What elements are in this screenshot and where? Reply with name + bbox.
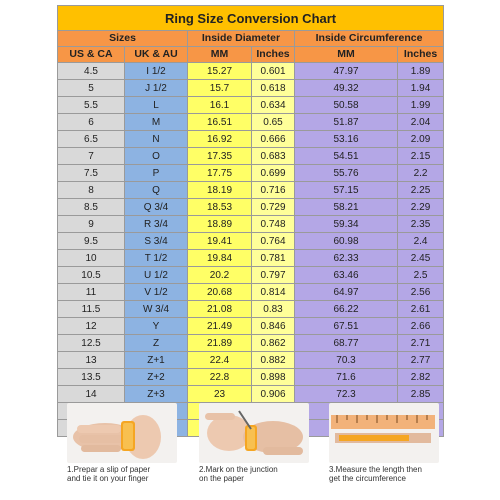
column-header-circumference-inches: Inches — [398, 47, 444, 63]
uk-au-size-cell: L — [125, 97, 188, 114]
circumference-inches-cell: 2.15 — [398, 148, 444, 165]
uk-au-size-cell: Z — [125, 335, 188, 352]
us-ca-size-cell: 13.5 — [58, 369, 125, 386]
group-header-row — [58, 31, 444, 47]
circumference-inches-cell: 2.25 — [398, 182, 444, 199]
diameter-mm-cell: 15.7 — [188, 80, 252, 97]
diameter-mm-cell: 18.89 — [188, 216, 252, 233]
diameter-mm-cell: 16.1 — [188, 97, 252, 114]
instruction-steps — [57, 403, 443, 495]
circumference-inches-cell: 2.29 — [398, 199, 444, 216]
step-3-photo — [329, 403, 439, 463]
step-3-line-2: get the circumference — [329, 474, 406, 483]
step-1 — [67, 403, 177, 483]
circumference-mm-cell: 71.6 — [295, 369, 398, 386]
diameter-mm-cell: 16.92 — [188, 131, 252, 148]
us-ca-size-cell: 10.5 — [58, 267, 125, 284]
column-header-diameter-inches: Inches — [252, 47, 295, 63]
table-row — [58, 352, 444, 369]
group-header-sizes: Sizes — [58, 31, 188, 47]
step-1-caption — [67, 465, 177, 483]
circumference-inches-cell: 2.35 — [398, 216, 444, 233]
us-ca-size-cell: 7 — [58, 148, 125, 165]
circumference-mm-cell: 53.16 — [295, 131, 398, 148]
table-row — [58, 318, 444, 335]
diameter-inches-cell: 0.699 — [252, 165, 295, 182]
group-header-inside-diameter: Inside Diameter — [188, 31, 295, 47]
uk-au-size-cell: N — [125, 131, 188, 148]
diameter-inches-cell: 0.906 — [252, 386, 295, 403]
us-ca-size-cell: 5.5 — [58, 97, 125, 114]
us-ca-size-cell: 14 — [58, 386, 125, 403]
uk-au-size-cell: Q — [125, 182, 188, 199]
circumference-inches-cell: 2.77 — [398, 352, 444, 369]
circumference-inches-cell: 2.56 — [398, 284, 444, 301]
diameter-inches-cell: 0.618 — [252, 80, 295, 97]
diameter-inches-cell: 0.716 — [252, 182, 295, 199]
uk-au-size-cell: U 1/2 — [125, 267, 188, 284]
uk-au-size-cell: Z+2 — [125, 369, 188, 386]
uk-au-size-cell: W 3/4 — [125, 301, 188, 318]
diameter-mm-cell: 18.53 — [188, 199, 252, 216]
us-ca-size-cell: 9 — [58, 216, 125, 233]
column-header-row — [58, 47, 444, 63]
diameter-mm-cell: 21.08 — [188, 301, 252, 318]
step-3-line-1: 3.Measure the length then — [329, 465, 422, 474]
circumference-inches-cell: 2.45 — [398, 250, 444, 267]
table-row — [58, 301, 444, 318]
diameter-inches-cell: 0.797 — [252, 267, 295, 284]
table-row — [58, 131, 444, 148]
column-header-diameter-mm: MM — [188, 47, 252, 63]
circumference-mm-cell: 58.21 — [295, 199, 398, 216]
diameter-mm-cell: 19.84 — [188, 250, 252, 267]
table-row — [58, 114, 444, 131]
diameter-inches-cell: 0.748 — [252, 216, 295, 233]
table-body — [58, 6, 444, 437]
column-header-circumference-mm: MM — [295, 47, 398, 63]
diameter-mm-cell: 19.41 — [188, 233, 252, 250]
circumference-mm-cell: 54.51 — [295, 148, 398, 165]
diameter-inches-cell: 0.882 — [252, 352, 295, 369]
circumference-inches-cell: 1.99 — [398, 97, 444, 114]
step-3 — [329, 403, 439, 483]
circumference-inches-cell: 2.4 — [398, 233, 444, 250]
us-ca-size-cell: 6 — [58, 114, 125, 131]
us-ca-size-cell: 7.5 — [58, 165, 125, 182]
us-ca-size-cell: 10 — [58, 250, 125, 267]
step-2-line-2: on the paper — [199, 474, 244, 483]
diameter-mm-cell: 22.4 — [188, 352, 252, 369]
diameter-inches-cell: 0.781 — [252, 250, 295, 267]
uk-au-size-cell: I 1/2 — [125, 63, 188, 80]
circumference-inches-cell: 2.82 — [398, 369, 444, 386]
us-ca-size-cell: 12.5 — [58, 335, 125, 352]
circumference-mm-cell: 72.3 — [295, 386, 398, 403]
step-2 — [199, 403, 309, 483]
circumference-inches-cell: 2.66 — [398, 318, 444, 335]
diameter-inches-cell: 0.83 — [252, 301, 295, 318]
diameter-mm-cell: 22.8 — [188, 369, 252, 386]
circumference-mm-cell: 47.97 — [295, 63, 398, 80]
us-ca-size-cell: 8 — [58, 182, 125, 199]
us-ca-size-cell: 5 — [58, 80, 125, 97]
title-row — [58, 6, 444, 31]
us-ca-size-cell: 11 — [58, 284, 125, 301]
circumference-mm-cell: 63.46 — [295, 267, 398, 284]
diameter-mm-cell: 17.75 — [188, 165, 252, 182]
table-row — [58, 80, 444, 97]
us-ca-size-cell: 11.5 — [58, 301, 125, 318]
step-2-caption — [199, 465, 309, 483]
circumference-inches-cell: 1.94 — [398, 80, 444, 97]
diameter-inches-cell: 0.65 — [252, 114, 295, 131]
table-row — [58, 165, 444, 182]
table-row — [58, 182, 444, 199]
diameter-inches-cell: 0.729 — [252, 199, 295, 216]
chart-title: Ring Size Conversion Chart — [58, 6, 444, 31]
us-ca-size-cell: 8.5 — [58, 199, 125, 216]
diameter-inches-cell: 0.814 — [252, 284, 295, 301]
diameter-inches-cell: 0.764 — [252, 233, 295, 250]
table-row — [58, 284, 444, 301]
column-header-uk-au: UK & AU — [125, 47, 188, 63]
uk-au-size-cell: Y — [125, 318, 188, 335]
circumference-inches-cell: 2.61 — [398, 301, 444, 318]
circumference-mm-cell: 51.87 — [295, 114, 398, 131]
uk-au-size-cell: T 1/2 — [125, 250, 188, 267]
circumference-inches-cell: 2.5 — [398, 267, 444, 284]
table-row — [58, 369, 444, 386]
circumference-mm-cell: 68.77 — [295, 335, 398, 352]
diameter-mm-cell: 20.68 — [188, 284, 252, 301]
circumference-inches-cell: 2.2 — [398, 165, 444, 182]
uk-au-size-cell: Q 3/4 — [125, 199, 188, 216]
diameter-mm-cell: 21.89 — [188, 335, 252, 352]
circumference-inches-cell: 2.85 — [398, 386, 444, 403]
diameter-inches-cell: 0.601 — [252, 63, 295, 80]
diameter-inches-cell: 0.683 — [252, 148, 295, 165]
step-1-line-2: and tie it on your finger — [67, 474, 149, 483]
circumference-mm-cell: 57.15 — [295, 182, 398, 199]
uk-au-size-cell: J 1/2 — [125, 80, 188, 97]
table-row — [58, 148, 444, 165]
uk-au-size-cell: V 1/2 — [125, 284, 188, 301]
table-row — [58, 250, 444, 267]
diameter-mm-cell: 18.19 — [188, 182, 252, 199]
diameter-mm-cell: 17.35 — [188, 148, 252, 165]
ring-size-table — [57, 5, 444, 437]
diameter-mm-cell: 20.2 — [188, 267, 252, 284]
circumference-inches-cell: 2.09 — [398, 131, 444, 148]
uk-au-size-cell: Z+3 — [125, 386, 188, 403]
circumference-mm-cell: 70.3 — [295, 352, 398, 369]
diameter-mm-cell: 21.49 — [188, 318, 252, 335]
circumference-mm-cell: 62.33 — [295, 250, 398, 267]
circumference-mm-cell: 66.22 — [295, 301, 398, 318]
table-row — [58, 97, 444, 114]
circumference-mm-cell: 67.51 — [295, 318, 398, 335]
diameter-mm-cell: 15.27 — [188, 63, 252, 80]
step-2-photo — [199, 403, 309, 463]
table-row — [58, 335, 444, 352]
table-row — [58, 386, 444, 403]
uk-au-size-cell: R 3/4 — [125, 216, 188, 233]
diameter-inches-cell: 0.846 — [252, 318, 295, 335]
circumference-mm-cell: 59.34 — [295, 216, 398, 233]
circumference-mm-cell: 50.58 — [295, 97, 398, 114]
circumference-inches-cell: 2.04 — [398, 114, 444, 131]
table-row — [58, 233, 444, 250]
table-row — [58, 199, 444, 216]
diameter-inches-cell: 0.898 — [252, 369, 295, 386]
uk-au-size-cell: M — [125, 114, 188, 131]
diameter-inches-cell: 0.666 — [252, 131, 295, 148]
group-header-inside-circumference: Inside Circumference — [295, 31, 444, 47]
circumference-mm-cell: 64.97 — [295, 284, 398, 301]
uk-au-size-cell: O — [125, 148, 188, 165]
uk-au-size-cell: Z+1 — [125, 352, 188, 369]
circumference-mm-cell: 55.76 — [295, 165, 398, 182]
table-row — [58, 267, 444, 284]
uk-au-size-cell: S 3/4 — [125, 233, 188, 250]
circumference-mm-cell: 60.98 — [295, 233, 398, 250]
us-ca-size-cell: 9.5 — [58, 233, 125, 250]
us-ca-size-cell: 12 — [58, 318, 125, 335]
column-header-us-ca: US & CA — [58, 47, 125, 63]
diameter-inches-cell: 0.634 — [252, 97, 295, 114]
diameter-inches-cell: 0.862 — [252, 335, 295, 352]
step-2-line-1: 2.Mark on the junction — [199, 465, 278, 474]
diameter-mm-cell: 16.51 — [188, 114, 252, 131]
step-1-line-1: 1.Prepar a slip of paper — [67, 465, 151, 474]
us-ca-size-cell: 13 — [58, 352, 125, 369]
table-row — [58, 63, 444, 80]
us-ca-size-cell: 4.5 — [58, 63, 125, 80]
uk-au-size-cell: P — [125, 165, 188, 182]
circumference-inches-cell: 1.89 — [398, 63, 444, 80]
step-3-caption — [329, 465, 439, 483]
us-ca-size-cell: 6.5 — [58, 131, 125, 148]
table-row — [58, 216, 444, 233]
circumference-inches-cell: 2.71 — [398, 335, 444, 352]
diameter-mm-cell: 23 — [188, 386, 252, 403]
circumference-mm-cell: 49.32 — [295, 80, 398, 97]
step-1-photo — [67, 403, 177, 463]
